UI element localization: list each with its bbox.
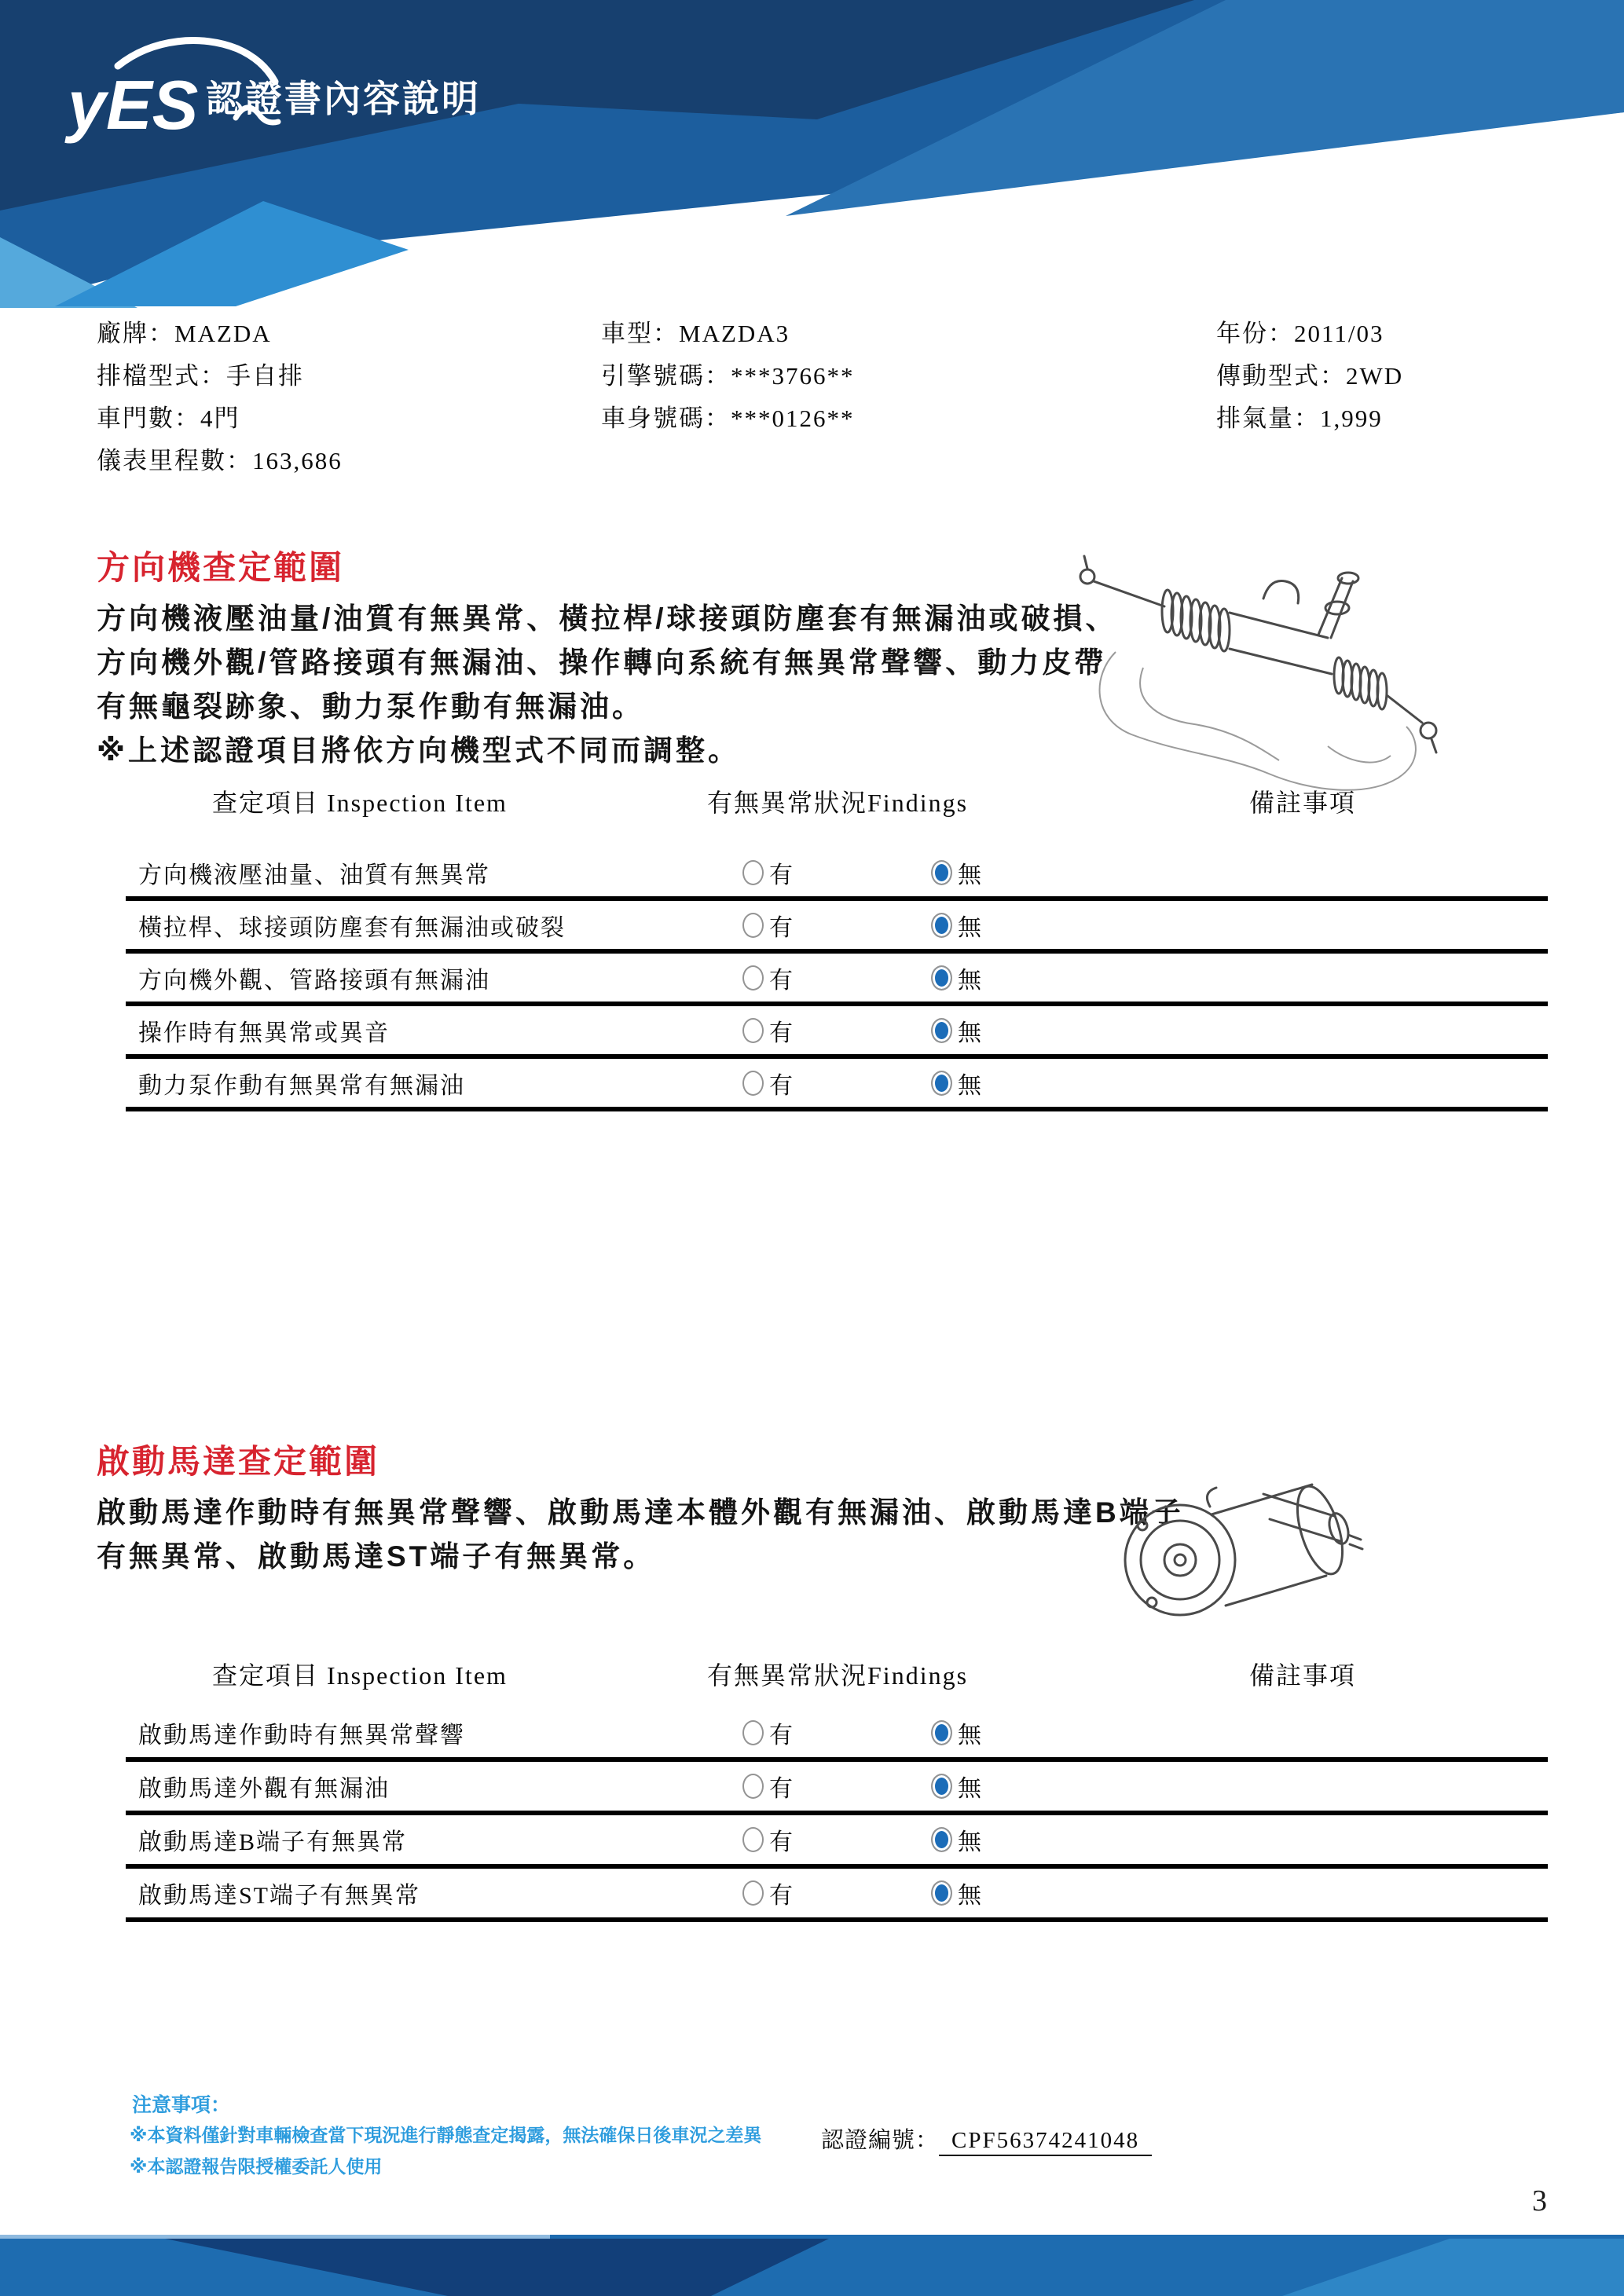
table1-header-findings: 有無異常狀況Findings <box>707 789 969 817</box>
inspection-item-label: 啟動馬達ST端子有無異常 <box>138 1883 421 1909</box>
finding-option-has[interactable] <box>742 1822 793 1857</box>
description-line: 有無異常、啟動馬達ST端子有無異常。 <box>97 1540 656 1573</box>
table-row <box>126 1869 1548 1922</box>
certification-number: CPF56374241048 <box>939 2128 1152 2156</box>
table-row <box>126 848 1548 901</box>
finding-has-label: 有 <box>769 1776 793 1802</box>
radio-checked-icon[interactable] <box>931 1720 952 1745</box>
finding-none-label: 無 <box>958 967 981 994</box>
logo-text: yES <box>68 66 199 144</box>
finding-none-label: 無 <box>958 1723 981 1749</box>
inspection-item-label: 方向機液壓油量、油質有無異常 <box>138 862 490 888</box>
info-transmission-type: 排檔型式：手自排 <box>97 362 304 390</box>
finding-option-none[interactable] <box>931 1769 981 1803</box>
table-row <box>126 1762 1548 1815</box>
table-row <box>126 1708 1548 1762</box>
radio-checked-icon[interactable] <box>931 1880 952 1906</box>
radio-checked-icon[interactable] <box>931 860 952 885</box>
section-starter-title: 啟動馬達查定範圍 <box>97 1443 380 1480</box>
inspection-item-label: 橫拉桿、球接頭防塵套有無漏油或破裂 <box>138 914 566 941</box>
finding-option-none[interactable] <box>931 1822 981 1857</box>
radio-unchecked-icon[interactable] <box>742 1880 764 1906</box>
starter-table <box>126 1708 1548 1922</box>
description-line: ※上述認證項目將依方向機型式不同而調整。 <box>97 734 740 767</box>
finding-option-has[interactable] <box>742 908 793 943</box>
info-doors: 車門數：4門 <box>97 405 240 432</box>
radio-checked-icon[interactable] <box>931 1018 952 1043</box>
finding-option-has[interactable] <box>742 1876 793 1910</box>
finding-none-label: 無 <box>958 862 981 888</box>
table-row <box>126 901 1548 954</box>
info-model: 車型：MAZDA3 <box>601 320 790 347</box>
inspection-item-label: 啟動馬達外觀有無漏油 <box>138 1776 390 1802</box>
section-steering-title: 方向機查定範圍 <box>97 549 345 586</box>
finding-has-label: 有 <box>769 1723 793 1749</box>
finding-option-has[interactable] <box>742 1066 793 1100</box>
header-banner <box>0 0 1624 314</box>
info-make: 廠牌：MAZDA <box>97 320 272 347</box>
radio-unchecked-icon[interactable] <box>742 965 764 991</box>
finding-none-label: 無 <box>958 914 981 941</box>
finding-has-label: 有 <box>769 967 793 994</box>
finding-none-label: 無 <box>958 1072 981 1099</box>
section-starter-description <box>97 1491 1184 1579</box>
finding-option-none[interactable] <box>931 961 981 995</box>
radio-unchecked-icon[interactable] <box>742 1071 764 1096</box>
radio-unchecked-icon[interactable] <box>742 1720 764 1745</box>
info-vin: 車身號碼：***0126** <box>601 405 855 432</box>
inspection-item-label: 方向機外觀、管路接頭有無漏油 <box>138 967 490 994</box>
finding-option-has[interactable] <box>742 1013 793 1048</box>
finding-option-none[interactable] <box>931 855 981 890</box>
vehicle-info-col3 <box>1216 313 1403 440</box>
radio-unchecked-icon[interactable] <box>742 1018 764 1043</box>
finding-none-label: 無 <box>958 1883 981 1909</box>
steering-rack-illustration <box>1069 550 1446 801</box>
radio-checked-icon[interactable] <box>931 965 952 991</box>
radio-unchecked-icon[interactable] <box>742 1774 764 1799</box>
finding-option-has[interactable] <box>742 1716 793 1750</box>
certification-label: 認證編號： <box>821 2128 940 2153</box>
finding-has-label: 有 <box>769 1072 793 1099</box>
finding-option-none[interactable] <box>931 1716 981 1750</box>
vehicle-info-col2 <box>601 313 855 440</box>
radio-unchecked-icon[interactable] <box>742 1827 764 1852</box>
description-line: 有無龜裂跡象、動力泵作動有無漏油。 <box>97 690 644 723</box>
steering-table <box>126 848 1548 1111</box>
inspection-item-label: 動力泵作動有無異常有無漏油 <box>138 1072 465 1099</box>
info-displacement: 排氣量：1,999 <box>1216 405 1383 432</box>
info-year: 年份：2011/03 <box>1216 320 1384 347</box>
table1-header-remarks: 備註事項 <box>1249 789 1357 817</box>
table2-header-item: 查定項目 Inspection Item <box>212 1661 508 1690</box>
finding-option-has[interactable] <box>742 855 793 890</box>
table2-header-findings: 有無異常狀況Findings <box>707 1661 969 1690</box>
radio-unchecked-icon[interactable] <box>742 913 764 938</box>
info-drivetrain: 傳動型式：2WD <box>1216 362 1404 390</box>
finding-option-none[interactable] <box>931 1013 981 1048</box>
inspection-item-label: 啟動馬達作動時有無異常聲響 <box>138 1723 465 1749</box>
description-line: 方向機液壓油量/油質有無異常、橫拉桿/球接頭防塵套有無漏油或破損、 <box>97 602 1118 635</box>
vehicle-info-col1 <box>97 313 343 482</box>
finding-none-label: 無 <box>958 1020 981 1046</box>
section-steering-description <box>97 597 1118 773</box>
certification-line <box>821 2122 1152 2155</box>
finding-none-label: 無 <box>958 1776 981 1802</box>
table-row <box>126 954 1548 1006</box>
table-row <box>126 1059 1548 1111</box>
page-number: 3 <box>1532 2184 1547 2217</box>
starter-motor-illustration <box>1116 1459 1383 1632</box>
radio-checked-icon[interactable] <box>931 913 952 938</box>
info-odometer: 儀表里程數：163,686 <box>97 447 343 474</box>
finding-none-label: 無 <box>958 1829 981 1855</box>
table-row <box>126 1815 1548 1869</box>
description-line: 方向機外觀/管路接頭有無漏油、操作轉向系統有無異常聲響、動力皮帶 <box>97 646 1107 679</box>
notice-line-2: ※本認證報告限授權委託人使用 <box>130 2156 383 2177</box>
notice-line-1: ※本資料僅針對車輛檢查當下現況進行靜態查定揭露，無法確保日後車況之差異 <box>130 2125 762 2145</box>
finding-option-none[interactable] <box>931 908 981 943</box>
finding-has-label: 有 <box>769 1020 793 1046</box>
notice-title: 注意事項： <box>132 2094 231 2116</box>
info-engine-no: 引擎號碼：***3766** <box>601 362 855 390</box>
finding-has-label: 有 <box>769 914 793 941</box>
radio-checked-icon[interactable] <box>931 1071 952 1096</box>
radio-checked-icon[interactable] <box>931 1774 952 1799</box>
finding-has-label: 有 <box>769 1829 793 1855</box>
table2-header-remarks: 備註事項 <box>1249 1661 1357 1690</box>
description-line: 啟動馬達作動時有無異常聲響、啟動馬達本體外觀有無漏油、啟動馬達B端子 <box>97 1496 1184 1529</box>
finding-option-none[interactable] <box>931 1066 981 1100</box>
finding-option-has[interactable] <box>742 1769 793 1803</box>
inspection-item-label: 啟動馬達B端子有無異常 <box>138 1829 408 1855</box>
page-title: 認證書內容說明 <box>206 78 481 119</box>
radio-unchecked-icon[interactable] <box>742 860 764 885</box>
footer-highlight-line <box>0 2235 550 2239</box>
finding-option-none[interactable] <box>931 1876 981 1910</box>
radio-checked-icon[interactable] <box>931 1827 952 1852</box>
inspection-item-label: 操作時有無異常或異音 <box>138 1020 390 1046</box>
finding-has-label: 有 <box>769 1883 793 1909</box>
finding-has-label: 有 <box>769 862 793 888</box>
table1-header-item: 查定項目 Inspection Item <box>212 789 508 817</box>
finding-option-has[interactable] <box>742 961 793 995</box>
footer-banner <box>0 2235 1624 2296</box>
table-row <box>126 1006 1548 1059</box>
